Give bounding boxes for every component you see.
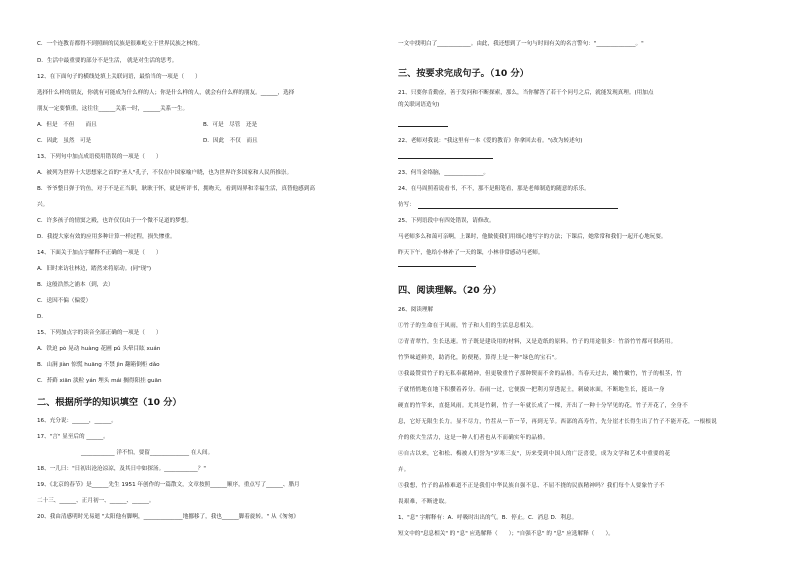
- q15-option-c: C．苔藓 xiān 淡粒 yán 埋头 mái 搁得阳挂 guān: [37, 378, 162, 384]
- q14-option-c: C．送因不偏（偏爱）: [37, 298, 92, 304]
- q17-line-1: 17、"言" 显至后的 ______。: [37, 434, 109, 440]
- q13-option-d: D．我提大家有效的应用多种计算一样过程，损失惨重。: [37, 234, 176, 240]
- q15-option-a: A．铁迫 pò 晃动 huàng 花圃 pǔ 头晕目眩 xuán: [37, 346, 161, 352]
- q13-option-b-line-1: B．爷爷整日弹于钓鱼，对于不是正当职，耿耿于怀，就是听评书，拥吻天，看到周界和幸福生活，真替他感到高: [37, 186, 315, 192]
- q15-option-b: B．山涧 jiàn 惊慌 huāng 不禁 jìn 翻箱倒柜 dǎo: [37, 362, 160, 368]
- passage-para-3e: 介的依大生活力，这是一种人们者也从不而确实年的品格。: [398, 435, 549, 441]
- q18: 18、一儿曰："日初出沧沧凉凉，及其日中如探汤。____________？": [37, 466, 206, 472]
- reading-q1: 1、"息" 字解释有：A．呼吸时出出的气。B．停止。C．消息 D．利息。: [398, 515, 578, 521]
- q19-line-2: 二十三、______、正月初一、______、______。: [37, 498, 155, 504]
- q12-option-a: A．但是 不但 而且: [37, 122, 97, 128]
- q20-continuation: 一文中找明白了____________。由此，我还想到了一句与时间有关的名言警句："______________。": [398, 41, 644, 47]
- reading-q1-blanks: 短文中的"息息相关" 的 "息" 应选解释（ ）；"自强不息" 的 "息" 应选解释（ ）。: [398, 531, 614, 537]
- q11-option-d: D．生活中最重要的部分不是生活， 就是对生活的思考。: [37, 58, 178, 64]
- q13-option-a: A．被列为世界十大思想家之首的"圣人"孔子，不仅在中国家喻户晓，也为世界许多国家和人民所推崇。: [37, 170, 293, 176]
- passage-para-3a: ③我最赞赏竹子的无私奉献精神，但更敬重竹子那种锲而不舍的品格。当春天过去，嫩竹嫩竹，竹子的根茎，竹: [398, 371, 683, 377]
- q21-line-2: 的关联词语造句): [398, 102, 440, 108]
- q15-stem: 15、下列加点字的读音全部正确的一项是（ ）: [37, 330, 162, 336]
- q20: 20、我由清感明时光易逝 "太阳他有脚啊，______________地挪移了，我也______脚着旋转。" 从《匆匆》: [37, 514, 299, 520]
- section-3-heading: 三、按要求完成句子。（10 分）: [398, 68, 529, 79]
- q12-sentence-1: 选择什么样的朋友，你就有可能成为什么样的人；你是什么样的人，就会有什么样的朋友。______，选择: [37, 90, 295, 96]
- q21-answer-line: [398, 126, 448, 127]
- q24: 24、在马周照着说看书，不不，那不是粗笔看，那是老师制造的随意的乐乐。: [398, 186, 590, 192]
- q24-imitate-label: 仿写：: [398, 202, 415, 208]
- q12-sentence-2: 朋友一定要慎重，这往往______关系一时，______关系一生。: [37, 106, 189, 112]
- q12-stem: 12、在下面句子的横线处填上关联词语，最恰当的一项是（ ）: [37, 74, 201, 80]
- q14-option-b: B．这般浩然之浦本（到，去）: [37, 282, 114, 288]
- q22-answer-line: [398, 158, 493, 159]
- q25: 25、下列语段中有四处错误，请修改。: [398, 218, 495, 224]
- q13-option-b-line-2: 兴。: [37, 202, 49, 208]
- passage-para-3d: 息，它好无限生长力。显不尽力，竹茬从一节一节，再到无节。西部的高寿竹，先分崖才长得生出了竹子不能开花，一根根说: [398, 419, 718, 425]
- q13-stem: 13、下列句中加点成语使用错误的一项是（ ）: [37, 154, 162, 160]
- q26: 26、阅读理解: [398, 307, 434, 313]
- q21-line-1: 21、只要你肯勤奋，善于发问和不断探索，那么，当你解答了若干个问号之后，就能发现真理。(用加点: [398, 90, 654, 96]
- passage-para-4b: 卉。: [398, 467, 410, 473]
- passage-para-5b: 畏艰难，不断进取。: [398, 499, 451, 505]
- q14-stem: 14、下面关于加点字解释不正确的一项是（ ）: [37, 250, 162, 256]
- section-4-heading: 四、阅读理解。（20 分）: [398, 285, 502, 296]
- q12-option-d: D．因此 不仅 而且: [203, 138, 258, 144]
- q25-answer-line: [398, 266, 476, 267]
- q25-passage-2: 昨天下午，他给小林补了一天的课，小林非常感动马老师。: [398, 250, 544, 256]
- q14-option-a: A．旧时来访壮林边，踏然来将原动。(同"现"): [37, 266, 152, 272]
- q22: 22、老师对我说："我这里有一本《爱的教育》你拿回去看。"(改为转述句): [398, 138, 583, 144]
- passage-para-3c: 硬直的竹竿来，直挺风雨。尤其是竹刺，竹子一年就长成了一棵，开出了一种十分罕见的花，竹子开花了，全身不: [398, 403, 689, 409]
- passage-para-1: ①竹子的生命在于风雨，竹子和人们的生活息息相关。: [398, 323, 538, 329]
- q13-option-c: C．许多孩子的情窦之殿，也许仅仅由于一个微不足道的梦想。: [37, 218, 192, 224]
- q16: 16、充分说：______，______。: [37, 418, 117, 424]
- q24-answer-line: [418, 208, 618, 209]
- passage-para-2b: 竹笋味道鲜美，助消化，防便秘，算得上是一种"绿色的宝石"。: [398, 355, 561, 361]
- q14-option-d: D．: [37, 314, 47, 320]
- section-2-heading: 二、根据所学的知识填空（10 分）: [37, 397, 182, 408]
- q12-option-c: C．因此 虽然 可是: [37, 138, 92, 144]
- passage-para-3b: 子就悄悄地在地下积攒着养分。春雨一过，它便拔一把利刃穿透泥土，刺破冰面，不断地生长，挺出一身: [398, 387, 665, 393]
- passage-para-4a: ④自古以来，它和松、梅被人们誉为"岁寒三友"，历来受到中国人的广泛喜爱，成为文学和艺术中重要的花: [398, 451, 671, 457]
- q11-option-c: C．一个连教育都得不到照顾的民族是很难屹立于世界民族之林的。: [37, 41, 204, 47]
- passage-para-2: ②青青翠竹，生长迅速。竹子既是建设用的材料，又是造纸的原料。竹子的用途很多：竹浴竹竹都可供药用。: [398, 339, 677, 345]
- q19-line-1: 19、《北京的春节》是______先生 1951 年创作的一篇散文，文章按照______顺序，重点写了______、腊月: [37, 482, 300, 488]
- q17-line-2: ____________ 洋不怕，要留______________ 在人间。: [81, 450, 214, 456]
- passage-para-5a: ⑤我想，竹子的品格难道不正是我们中华民族自强不息、不屈不挠的民族精神吗？我们每个人要象竹子不: [398, 483, 665, 489]
- q25-passage-1: 马老师多么和蔼可亲啊，上课时，他做使我们用细心地写字的方法；下课后，她常常和我们一起开心地玩耍。: [398, 234, 667, 240]
- q23: 23、何当金络脑，______________。: [398, 170, 490, 176]
- q12-option-b: B．可是 尽管 还是: [203, 122, 258, 128]
